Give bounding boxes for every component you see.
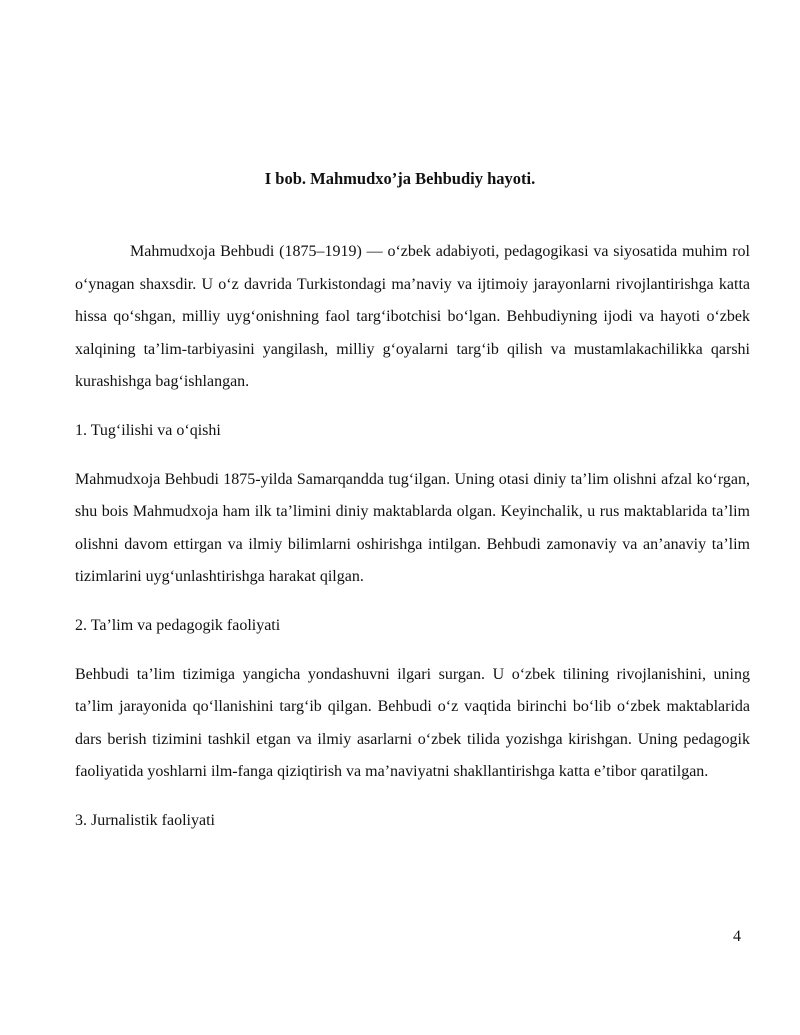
section-paragraph-birth-education: Mahmudxoja Behbudi 1875-yilda Samarqandda tug‘ilgan. Uning otasi diniy ta’lim olishni afzal ko‘rgan, shu bois Mahmudxoja ham ilk ta’limini diniy maktablarda olgan. Keyinchalik, u rus maktablarida ta’lim olishni davom ettirgan va ilmiy bilimlarni oshirishga intilgan. Behbudi zamonaviy va an’anaviy ta’lim tizimlarini uyg‘unlashtirishga harakat qilgan. (75, 470, 750, 586)
page-number: 4 (733, 928, 741, 945)
section-heading-pedagogy: 2. Ta’lim va pedagogik faoliyati (75, 616, 281, 634)
chapter-title: I bob. Mahmudxo’ja Behbudiy hayoti. (264, 169, 536, 188)
paragraph-gap (75, 643, 750, 659)
document-body (75, 236, 750, 838)
section-heading-journalism: 3. Jurnalistik faoliyati (75, 811, 215, 829)
section-paragraph-pedagogy: Behbudi ta’lim tizimiga yangicha yondashuvni ilgari surgan. U o‘zbek tilining rivojlanishini, uning ta’lim jarayonida qo‘llanishini targ‘ib qilgan. Behbudi o‘z vaqtida birinchi bo‘lib o‘zbek maktablarida dars berish tizimini tashkil etgan va ilmiy asarlarni o‘zbek tilida yozishga kirishgan. Uning pedagogik faoliyatida yoshlarni ilm-fanga qiziqtirish va ma’naviyatni shakllantirishga katta e’tibor qaratilgan. (75, 665, 750, 781)
section-heading-birth-education: 1. Tug‘ilishi va o‘qishi (75, 421, 221, 439)
paragraph-gap (75, 789, 750, 805)
paragraph-gap (75, 399, 750, 415)
intro-paragraph: Mahmudxoja Behbudi (1875–1919) — o‘zbek adabiyoti, pedagogikasi va siyosatida muhim rol o‘ynagan shaxsdir. U o‘z davrida Turkistondagi ma’naviy va ijtimoiy jarayonlarni rivojlantirishga katta hissa qo‘shgan, milliy uyg‘onishning faol targ‘ibotchisi bo‘lgan. Behbudiyning ijodi va hayoti o‘zbek xalqining ta’lim-tarbiyasini yangilash, milliy g‘oyalarni targ‘ib qilish va mustamlakachilikka qarshi kurashishga bag‘ishlangan. (75, 243, 750, 391)
paragraph-gap (75, 594, 750, 610)
paragraph-gap (75, 448, 750, 464)
